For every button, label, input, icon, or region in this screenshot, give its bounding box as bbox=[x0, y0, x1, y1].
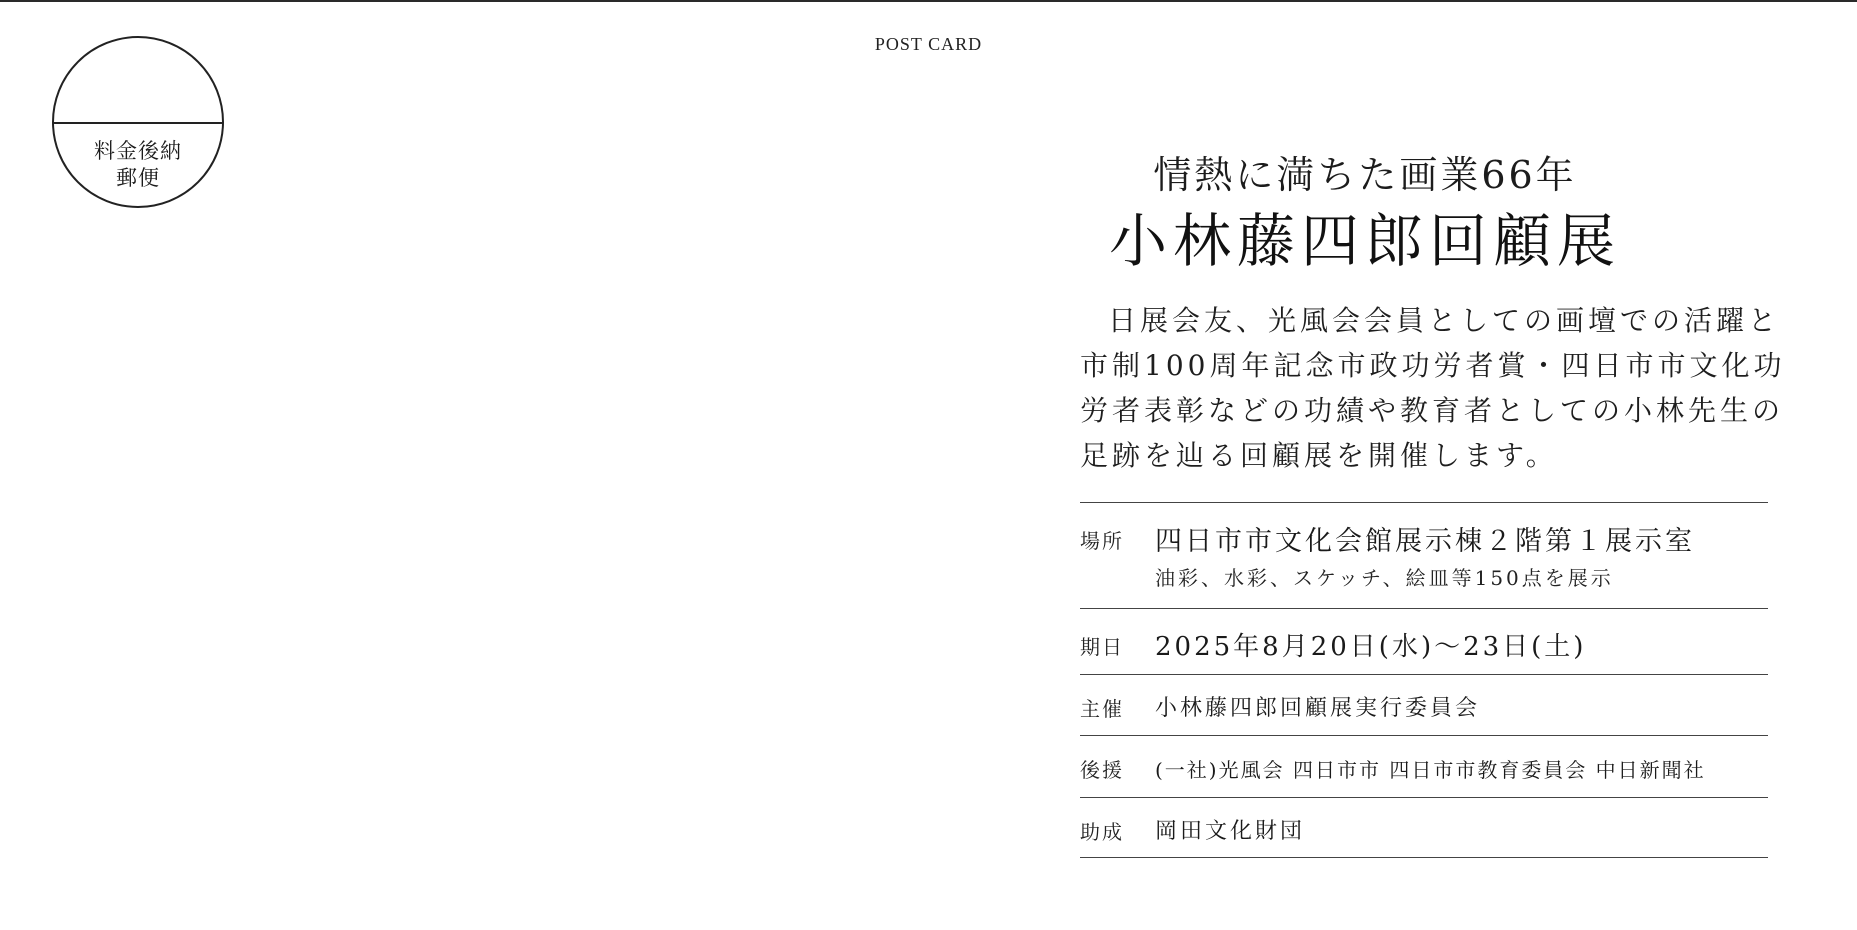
grant-label: 助成 bbox=[1080, 820, 1124, 844]
organizer-value: 小林藤四郎回顧展実行委員会 bbox=[1155, 696, 1481, 721]
dates-label: 期日 bbox=[1080, 635, 1124, 659]
intro-line: 日展会友、光風会会員としての画壇での活躍と bbox=[1108, 304, 1781, 337]
support-value: (一社)光風会 四日市市 四日市市教育委員会 中日新聞社 bbox=[1155, 758, 1706, 782]
dates-value: 2025年8月20日(水)～23日(土) bbox=[1155, 632, 1587, 662]
intro-line: 市制100周年記念市政功労者賞・四日市市文化功 bbox=[1080, 349, 1786, 382]
details-table bbox=[1080, 502, 1768, 858]
exhibition-title: 小林藤四郎回顧展 bbox=[1108, 207, 1621, 275]
postcard-label: POST CARD bbox=[874, 34, 983, 54]
venue-value: 四日市市文化会館展示棟２階第１展示室 bbox=[1155, 526, 1695, 557]
postage-paid-mark bbox=[52, 36, 224, 208]
intro-line: 労者表彰などの功績や教育者としての小林先生の bbox=[1080, 394, 1785, 427]
intro-paragraph bbox=[1080, 298, 1786, 478]
postage-divider bbox=[54, 122, 222, 124]
exhibition-subtitle: 情熱に満ちた画業66年 bbox=[1153, 153, 1577, 197]
venue-label: 場所 bbox=[1080, 529, 1124, 553]
postage-line-2: 郵便 bbox=[116, 166, 160, 190]
venue-note: 油彩、水彩、スケッチ、絵皿等150点を展示 bbox=[1155, 566, 1614, 590]
intro-line: 足跡を辿る回顧展を開催します。 bbox=[1080, 439, 1558, 472]
dates-row bbox=[1080, 608, 1768, 674]
support-label: 後援 bbox=[1080, 758, 1124, 782]
postage-line-1: 料金後納 bbox=[94, 139, 182, 163]
top-edge-line bbox=[0, 0, 1857, 2]
support-row bbox=[1080, 735, 1768, 797]
organizer-row bbox=[1080, 674, 1768, 735]
grant-row bbox=[1080, 797, 1768, 858]
venue-row bbox=[1080, 502, 1768, 608]
postage-text bbox=[54, 138, 222, 192]
grant-value: 岡田文化財団 bbox=[1155, 819, 1306, 844]
organizer-label: 主催 bbox=[1080, 697, 1124, 721]
